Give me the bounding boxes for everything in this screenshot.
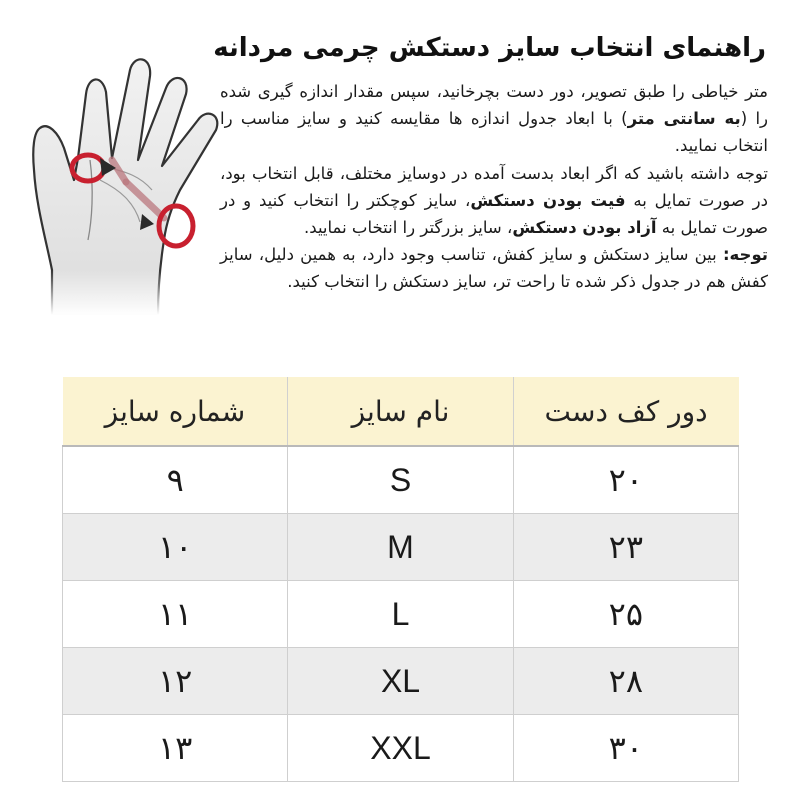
cell-size-number: ۱۰: [63, 514, 288, 581]
cell-size-number: ۹: [63, 446, 288, 514]
cell-palm-circumference: ۲۸: [513, 648, 738, 715]
table-row: [63, 581, 739, 648]
size-table: [62, 377, 739, 782]
cell-size-name: XXL: [288, 715, 513, 782]
table-row: [63, 648, 739, 715]
cell-size-name: L: [288, 581, 513, 648]
instruction-paragraph-1: متر خیاطی را طبق تصویر، دور دست بچرخانید، سپس مقدار اندازه گیری شده را (به سانتی متر) با ابعاد جدول اندازه ها مقایسه کنید و سایز مناسب را انتخاب نمایید.: [220, 82, 769, 156]
instructions-text: [220, 78, 768, 296]
cell-size-number: ۱۱: [63, 581, 288, 648]
cell-palm-circumference: ۳۰: [513, 715, 738, 782]
header-size-name: نام سایز: [288, 377, 513, 446]
header-palm-circumference: دور کف دست: [513, 377, 738, 446]
page-title: راهنمای انتخاب سایز دستکش چرمی مردانه: [213, 33, 766, 63]
table-header-row: [63, 377, 739, 446]
cell-palm-circumference: ۲۰: [513, 446, 738, 514]
instruction-paragraph-2: توجه داشته باشید که اگر ابعاد بدست آمده در دوسایز مختلف، قابل انتخاب بود، در صورت تمایل به فیت بودن دستکش، سایز کوچکتر را انتخاب کنید و در صورت تمایل به آزاد بودن دستکش، سایز بزرگتر را انتخاب نمایید.: [220, 163, 768, 238]
cell-size-number: ۱۲: [63, 648, 288, 715]
note-paragraph: توجه: بین سایز دستکش و سایز کفش، تناسب وجود دارد، به همین دلیل، سایز کفش هم در جدول ذکر شده تا راحت تر، سایز دستکش را انتخاب کنید.: [220, 245, 768, 292]
cell-size-name: M: [288, 514, 513, 581]
cell-palm-circumference: ۲۳: [513, 514, 738, 581]
cell-size-name: S: [288, 446, 513, 514]
table-row: [63, 715, 739, 782]
cell-size-name: XL: [288, 648, 513, 715]
cell-palm-circumference: ۲۵: [513, 581, 738, 648]
cell-size-number: ۱۳: [63, 715, 288, 782]
table-row: [63, 446, 739, 514]
table-row: [63, 514, 739, 581]
header-size-number: شماره سایز: [63, 377, 288, 446]
